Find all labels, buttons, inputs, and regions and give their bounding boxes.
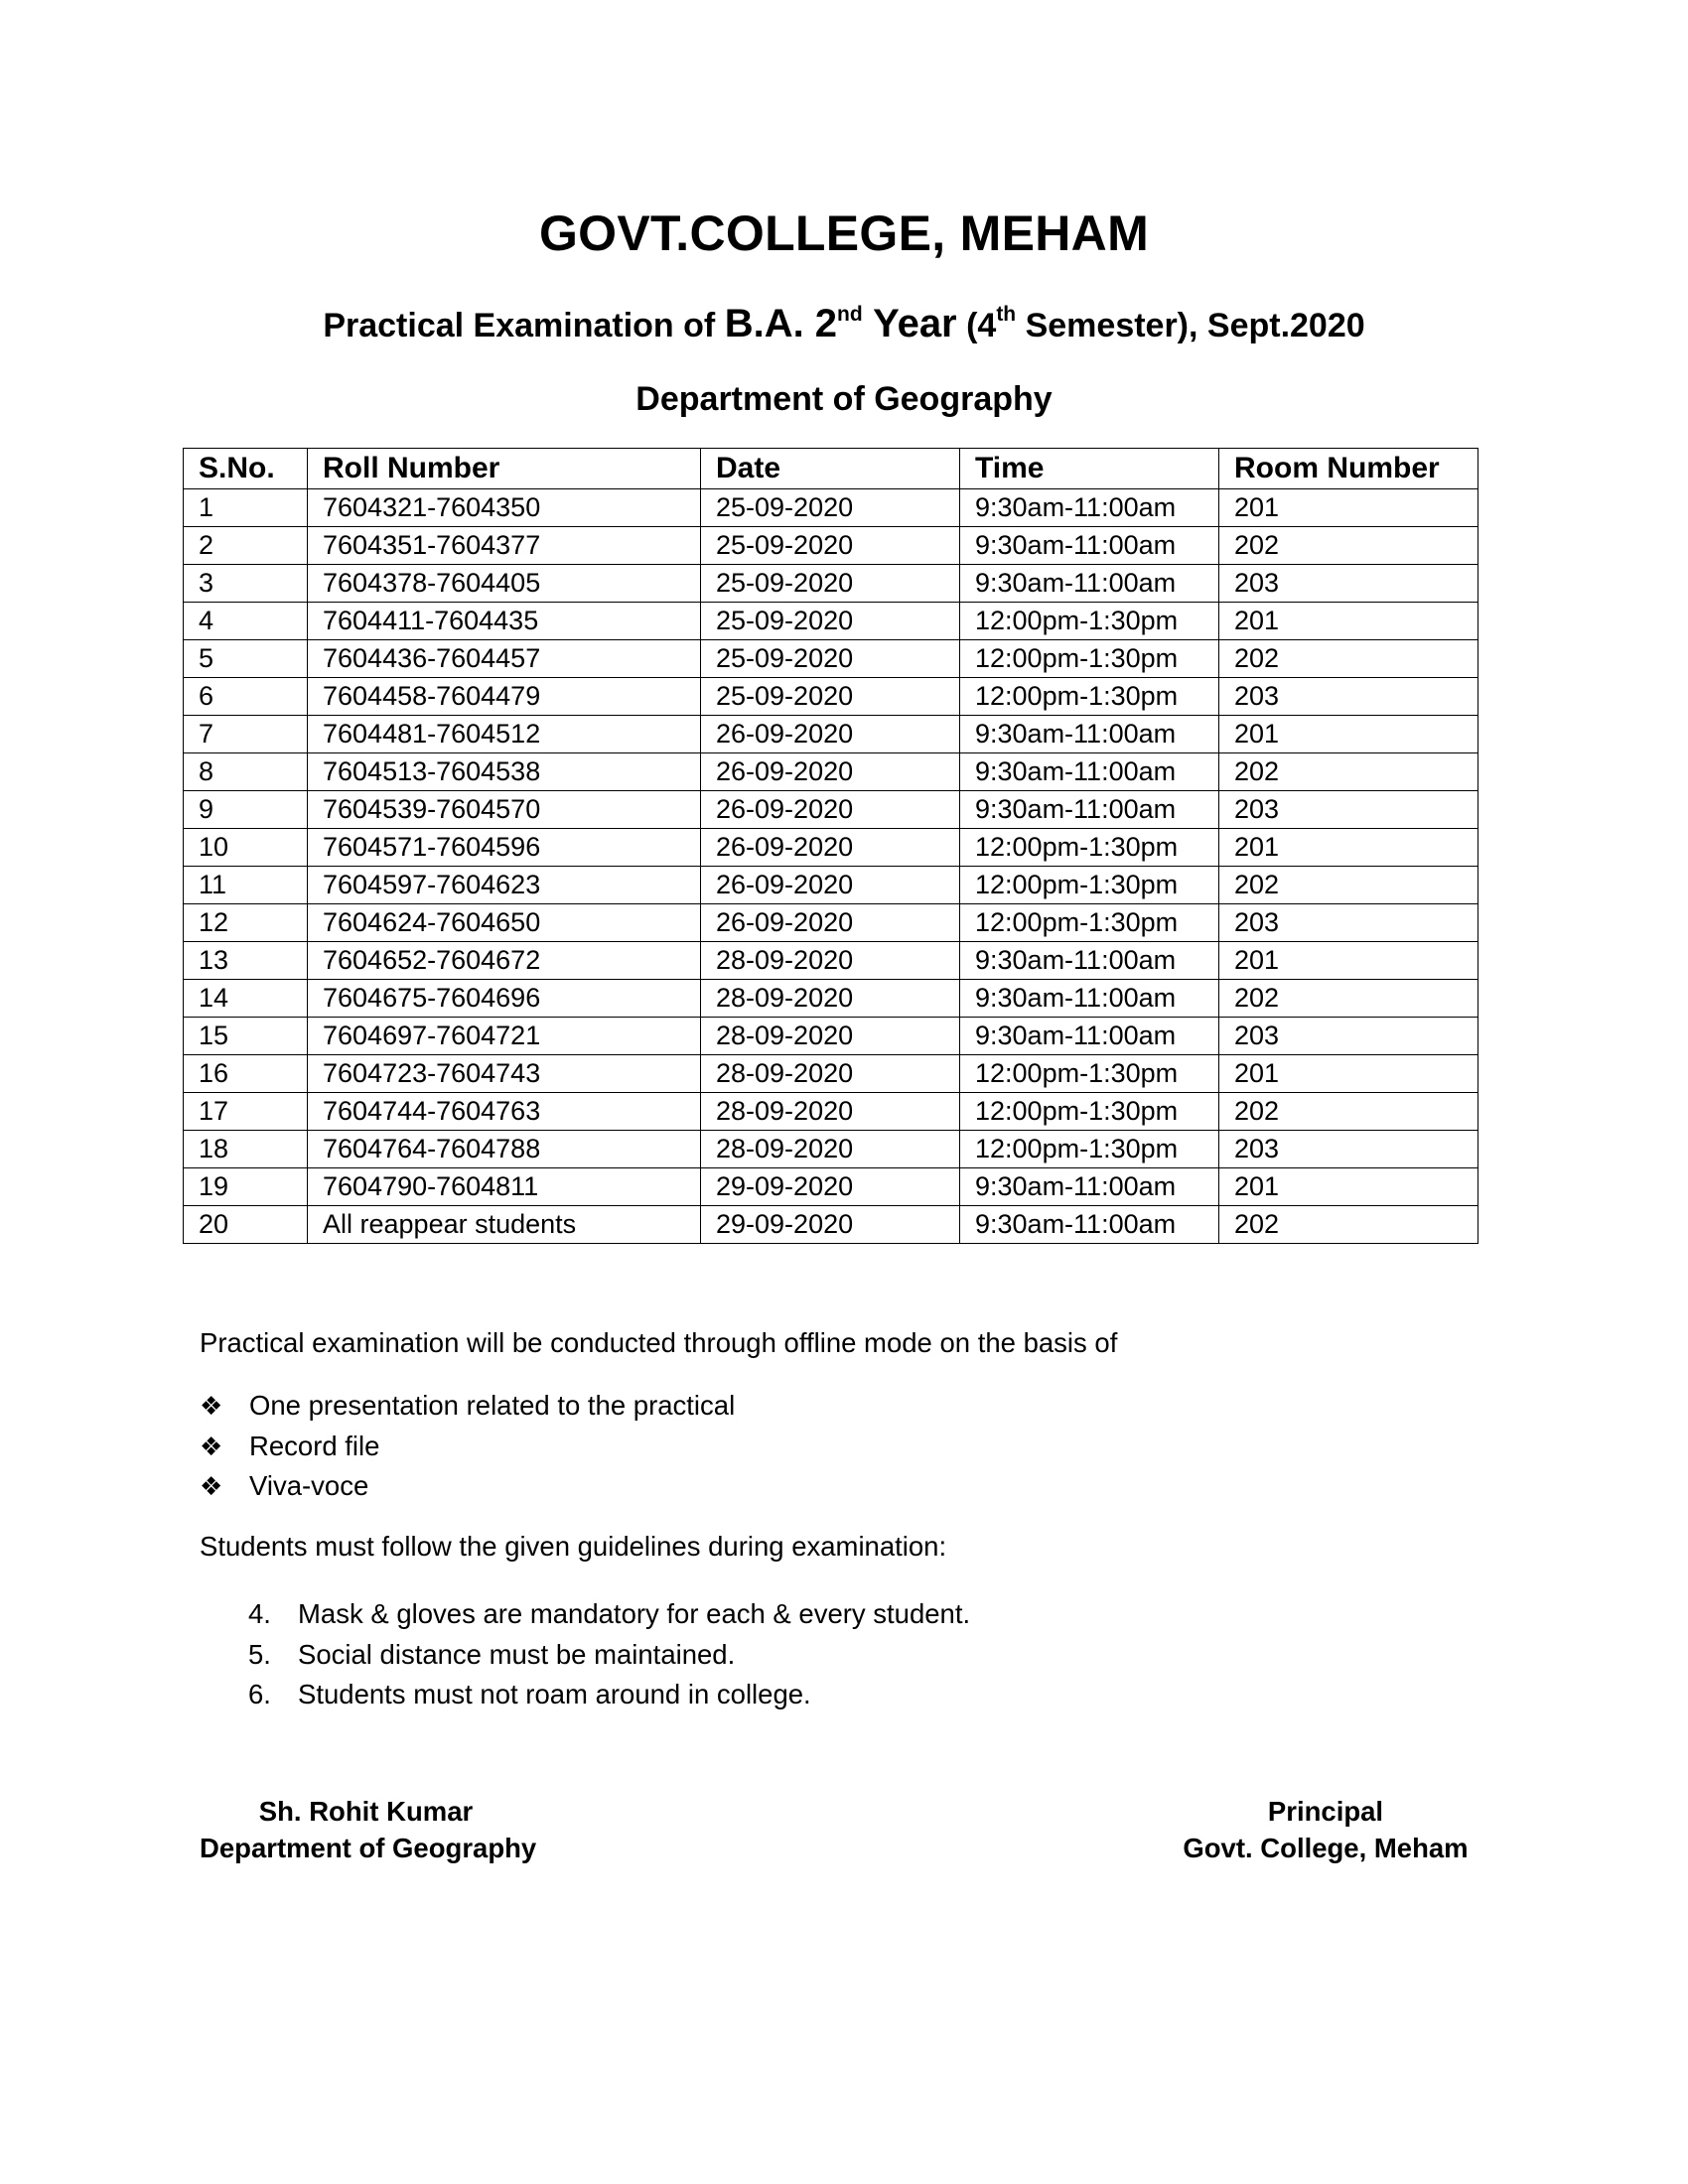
cell-time: 9:30am-11:00am — [960, 565, 1219, 603]
cell-roll-number: All reappear students — [308, 1206, 701, 1244]
cell-roll-number: 7604744-7604763 — [308, 1093, 701, 1131]
table-row — [184, 716, 1478, 753]
subtitle-part2: B.A. 2 — [724, 302, 838, 345]
cell-time: 12:00pm-1:30pm — [960, 640, 1219, 678]
cell-time: 9:30am-11:00am — [960, 1018, 1219, 1055]
cell-date: 28-09-2020 — [701, 980, 960, 1018]
cell-time: 9:30am-11:00am — [960, 753, 1219, 791]
cell-sno: 7 — [184, 716, 308, 753]
cell-sno: 6 — [184, 678, 308, 716]
cell-roll-number: 7604378-7604405 — [308, 565, 701, 603]
cell-sno: 10 — [184, 829, 308, 867]
signatory-name: Principal — [1267, 1796, 1384, 1827]
cell-sno: 12 — [184, 904, 308, 942]
cell-sno: 3 — [184, 565, 308, 603]
table-row — [184, 603, 1478, 640]
cell-sno: 5 — [184, 640, 308, 678]
list-item-text: Record file — [249, 1430, 380, 1461]
cell-date: 26-09-2020 — [701, 716, 960, 753]
signature-right — [1172, 1793, 1479, 1866]
cell-time: 12:00pm-1:30pm — [960, 603, 1219, 640]
college-title: GOVT.COLLEGE, MEHAM — [538, 205, 1150, 261]
cell-date: 28-09-2020 — [701, 1018, 960, 1055]
cell-time: 9:30am-11:00am — [960, 489, 1219, 527]
cell-room-number: 202 — [1219, 640, 1478, 678]
cell-roll-number: 7604790-7604811 — [308, 1168, 701, 1206]
cell-time: 9:30am-11:00am — [960, 716, 1219, 753]
table-row — [184, 565, 1478, 603]
cell-roll-number: 7604321-7604350 — [308, 489, 701, 527]
column-header-time: Time — [960, 449, 1219, 489]
signatory-title: Department of Geography — [200, 1833, 537, 1863]
cell-sno: 2 — [184, 527, 308, 565]
cell-sno: 9 — [184, 791, 308, 829]
cell-room-number: 202 — [1219, 980, 1478, 1018]
cell-room-number: 201 — [1219, 489, 1478, 527]
column-header-sno: S.No. — [184, 449, 308, 489]
exam-schedule-table — [183, 448, 1478, 1244]
diamond-bullet-icon: ❖ — [200, 1471, 223, 1501]
cell-time: 12:00pm-1:30pm — [960, 867, 1219, 904]
list-item — [248, 1675, 970, 1715]
table-row — [184, 753, 1478, 791]
table-row — [184, 489, 1478, 527]
cell-roll-number: 7604697-7604721 — [308, 1018, 701, 1055]
cell-date: 26-09-2020 — [701, 753, 960, 791]
subtitle-sup2: th — [996, 303, 1017, 326]
cell-date: 26-09-2020 — [701, 791, 960, 829]
cell-sno: 20 — [184, 1206, 308, 1244]
table-row — [184, 829, 1478, 867]
cell-time: 12:00pm-1:30pm — [960, 1055, 1219, 1093]
cell-time: 9:30am-11:00am — [960, 1168, 1219, 1206]
cell-date: 25-09-2020 — [701, 603, 960, 640]
cell-room-number: 201 — [1219, 716, 1478, 753]
cell-date: 28-09-2020 — [701, 1093, 960, 1131]
cell-roll-number: 7604436-7604457 — [308, 640, 701, 678]
cell-time: 9:30am-11:00am — [960, 1206, 1219, 1244]
cell-room-number: 201 — [1219, 942, 1478, 980]
cell-time: 12:00pm-1:30pm — [960, 678, 1219, 716]
cell-time: 12:00pm-1:30pm — [960, 829, 1219, 867]
guidelines-intro: Students must follow the given guidelines during examination: — [200, 1531, 947, 1562]
mode-intro: Practical examination will be conducted through offline mode on the basis of — [200, 1327, 1118, 1358]
list-item-text: Viva-voce — [249, 1470, 369, 1501]
cell-room-number: 202 — [1219, 1093, 1478, 1131]
cell-sno: 1 — [184, 489, 308, 527]
list-item — [200, 1427, 735, 1467]
column-header-date: Date — [701, 449, 960, 489]
table-row — [184, 678, 1478, 716]
list-number: 4. — [248, 1598, 271, 1629]
cell-sno: 18 — [184, 1131, 308, 1168]
guidelines-list — [248, 1594, 970, 1715]
cell-time: 9:30am-11:00am — [960, 527, 1219, 565]
cell-room-number: 203 — [1219, 904, 1478, 942]
list-item-text: Social distance must be maintained. — [298, 1638, 736, 1670]
cell-time: 9:30am-11:00am — [960, 942, 1219, 980]
table-row — [184, 942, 1478, 980]
cell-time: 12:00pm-1:30pm — [960, 904, 1219, 942]
cell-room-number: 203 — [1219, 791, 1478, 829]
subtitle-part1: Practical Examination of — [323, 307, 725, 344]
column-header-room-number: Room Number — [1219, 449, 1478, 489]
cell-date: 25-09-2020 — [701, 565, 960, 603]
cell-sno: 14 — [184, 980, 308, 1018]
cell-time: 9:30am-11:00am — [960, 980, 1219, 1018]
cell-room-number: 203 — [1219, 1018, 1478, 1055]
cell-roll-number: 7604481-7604512 — [308, 716, 701, 753]
cell-roll-number: 7604723-7604743 — [308, 1055, 701, 1093]
cell-room-number: 201 — [1219, 829, 1478, 867]
table-row — [184, 904, 1478, 942]
cell-roll-number: 7604652-7604672 — [308, 942, 701, 980]
list-item-text: Mask & gloves are mandatory for each & every student. — [298, 1598, 971, 1629]
cell-room-number: 203 — [1219, 565, 1478, 603]
cell-room-number: 202 — [1219, 867, 1478, 904]
table-row — [184, 1093, 1478, 1131]
cell-roll-number: 7604764-7604788 — [308, 1131, 701, 1168]
exam-subtitle — [0, 296, 1688, 358]
table-body — [184, 489, 1478, 1244]
cell-sno: 17 — [184, 1093, 308, 1131]
cell-date: 25-09-2020 — [701, 640, 960, 678]
diamond-bullet-icon: ❖ — [200, 1431, 223, 1461]
cell-time: 9:30am-11:00am — [960, 791, 1219, 829]
cell-room-number: 202 — [1219, 527, 1478, 565]
cell-sno: 13 — [184, 942, 308, 980]
cell-roll-number: 7604411-7604435 — [308, 603, 701, 640]
list-number: 5. — [248, 1638, 271, 1670]
table-row — [184, 791, 1478, 829]
cell-roll-number: 7604351-7604377 — [308, 527, 701, 565]
cell-date: 28-09-2020 — [701, 942, 960, 980]
column-header-roll-number: Roll Number — [308, 449, 701, 489]
cell-sno: 11 — [184, 867, 308, 904]
subtitle-part5: Semester), Sept.2020 — [1016, 307, 1365, 344]
cell-date: 25-09-2020 — [701, 489, 960, 527]
diamond-bullet-icon: ❖ — [200, 1391, 223, 1421]
table-row — [184, 1168, 1478, 1206]
cell-room-number: 203 — [1219, 678, 1478, 716]
criteria-list — [200, 1386, 735, 1507]
cell-roll-number: 7604624-7604650 — [308, 904, 701, 942]
cell-time: 12:00pm-1:30pm — [960, 1093, 1219, 1131]
list-item-text: Students must not roam around in college. — [298, 1679, 811, 1709]
cell-roll-number: 7604675-7604696 — [308, 980, 701, 1018]
cell-date: 26-09-2020 — [701, 829, 960, 867]
cell-sno: 16 — [184, 1055, 308, 1093]
table-header-row — [184, 449, 1478, 489]
table-row — [184, 1055, 1478, 1093]
cell-roll-number: 7604513-7604538 — [308, 753, 701, 791]
subtitle-sup1: nd — [837, 303, 863, 326]
table-row — [184, 1206, 1478, 1244]
signatory-title: Govt. College, Meham — [1183, 1833, 1469, 1863]
cell-date: 28-09-2020 — [701, 1131, 960, 1168]
cell-room-number: 202 — [1219, 753, 1478, 791]
table-row — [184, 980, 1478, 1018]
table-row — [184, 640, 1478, 678]
signature-left — [200, 1793, 537, 1866]
cell-room-number: 201 — [1219, 603, 1478, 640]
list-item — [248, 1594, 970, 1635]
cell-room-number: 203 — [1219, 1131, 1478, 1168]
list-number: 6. — [248, 1679, 271, 1709]
cell-date: 29-09-2020 — [701, 1206, 960, 1244]
cell-date: 25-09-2020 — [701, 678, 960, 716]
cell-room-number: 202 — [1219, 1206, 1478, 1244]
cell-date: 29-09-2020 — [701, 1168, 960, 1206]
department-heading: Department of Geography — [635, 380, 1053, 418]
cell-date: 25-09-2020 — [701, 527, 960, 565]
subtitle-part3: Year — [862, 302, 957, 345]
cell-roll-number: 7604458-7604479 — [308, 678, 701, 716]
cell-sno: 15 — [184, 1018, 308, 1055]
cell-sno: 8 — [184, 753, 308, 791]
cell-date: 26-09-2020 — [701, 904, 960, 942]
cell-sno: 4 — [184, 603, 308, 640]
cell-roll-number: 7604571-7604596 — [308, 829, 701, 867]
signatory-name: Sh. Rohit Kumar — [258, 1796, 474, 1827]
cell-sno: 19 — [184, 1168, 308, 1206]
cell-room-number: 201 — [1219, 1168, 1478, 1206]
cell-time: 12:00pm-1:30pm — [960, 1131, 1219, 1168]
list-item — [200, 1466, 735, 1507]
cell-date: 28-09-2020 — [701, 1055, 960, 1093]
cell-date: 26-09-2020 — [701, 867, 960, 904]
subtitle-part4: (4 — [956, 307, 997, 344]
list-item-text: One presentation related to the practical — [249, 1390, 736, 1421]
cell-roll-number: 7604597-7604623 — [308, 867, 701, 904]
table-row — [184, 1018, 1478, 1055]
table-row — [184, 867, 1478, 904]
list-item — [200, 1386, 735, 1427]
table-row — [184, 527, 1478, 565]
cell-room-number: 201 — [1219, 1055, 1478, 1093]
list-item — [248, 1635, 970, 1676]
cell-roll-number: 7604539-7604570 — [308, 791, 701, 829]
table-row — [184, 1131, 1478, 1168]
